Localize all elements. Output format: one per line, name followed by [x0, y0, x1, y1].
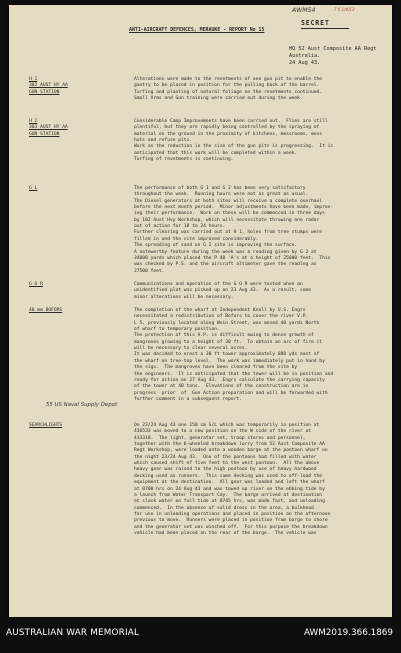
section-text-line: minor alterations will be necessary. — [134, 294, 234, 300]
section-label: H 2 — [29, 119, 38, 124]
section-text-line: ready for action on 27 Aug 43. Engrs calculate the carrying capacity — [134, 377, 325, 383]
section-label: 40 mm BOFORS — [29, 308, 63, 313]
section-text-line: A noteworthy feature during the week was a reading given by G 2 at — [134, 249, 317, 255]
section-text-line: equipment at the destination. All gear was loaded and left the wharf — [134, 480, 325, 486]
section-text-line: previous to move. Runners were placed in position from barge to shore — [134, 518, 328, 524]
section-text-line: Alterations were made to the revetments of one gun pit to enable the — [134, 77, 323, 82]
section-text-line: vehicle had been placed on the rear of the barge. The vehicle was — [134, 530, 317, 536]
section-text-line: Work on the reduction in the size of the gun pits is progressing. It is — [134, 144, 334, 150]
section-label: GUN STATION — [29, 89, 60, 95]
section-text-line: out of action for 18 to 24 hours. — [134, 224, 226, 230]
section-text-line: the wharf on tree-top level. The work was immediately put in hand by — [134, 358, 325, 364]
section-text-line: heavy gear was raised to the high pontoon by use of heavy hardwood — [134, 467, 317, 473]
report-title: ANTI-AIRCRAFT DEFENCES, MERAUKE - REPORT No 15 — [129, 27, 265, 33]
section-text-line: the night 23/24 Aug 43. One of the pontoons had filled with water — [134, 454, 317, 460]
section-text-line: at 0700 hrs on 24 Aug 43 and was towed up river on the ebbing tide by — [134, 486, 325, 492]
section-text-line: decking used as runners. This same decking was used to off-load the — [134, 473, 323, 479]
section-label: SEARCHLIGHTS — [29, 423, 63, 428]
section-text-line: by 102 Aust Hvy Workshop, which will necessitate throwing one radar — [134, 217, 320, 223]
section-label: 383 AUST HY AA — [29, 125, 68, 131]
section-label: GUN STATION — [29, 131, 60, 137]
section-text-line: plentiful, but they are rapidly being controlled by the spraying of — [134, 125, 320, 131]
section-text-line: the sigs. The mangroves have been cleared from the site by — [134, 365, 298, 371]
section-label: 382 AUST HY AA — [29, 83, 68, 89]
section-text-line: filled in and the site improved considerably. — [134, 236, 259, 242]
section-text-line: together with the 6-wheeled breakdown lorry from 52 Aust Composite AA — [134, 442, 325, 448]
section-text-line: Further clearing was carried out at H 1, holes from tree stumps were — [134, 230, 323, 236]
section-text-line: Considerable Camp Improvements have been carried out. Flies are still — [134, 119, 328, 124]
section-text-line: The performance of both G 1 and G 2 has been very satisfactory — [134, 186, 306, 191]
section-text-line: huts and refuse pits. — [134, 138, 193, 144]
section-text-line: before the next month period. Minor adjustments have been made, improv- — [134, 205, 334, 211]
section-text-line: progress prior of Gun Action preparation and will be forwarded with — [134, 390, 328, 396]
archive-footer — [0, 618, 401, 653]
archive-reference: AWM2019.366.1869 — [304, 628, 393, 638]
section-text-line: anticipated that this work will be completed within a week. — [134, 150, 298, 156]
hq-line-2: Australia. — [289, 53, 321, 59]
section-text-line: unidentified plot was picked up on 23 Aug 43. As a result, some — [134, 288, 312, 294]
section-text-line: 413318. The light, generator set, troop stores and personnel, — [134, 435, 306, 441]
section-text-line: will be necessary to clear several acres. — [134, 346, 248, 352]
section-text-line: necessitated a redistribution of Bofors to cover the river V.P. — [134, 314, 309, 320]
section-text-line: which caused shift of five feet to the west pontoon. All the above — [134, 461, 320, 467]
section-text-line: The Diesel generators at both sites will receive a complete overhaul — [134, 198, 323, 204]
section-text-line: The protection of this V.P. is difficult owing to dense growth of — [134, 333, 314, 339]
handwritten-margin-note: 55 US Naval Supply Depot — [46, 402, 118, 408]
section-text-line: gantry to be placed in position for the pulling back of the barrel. — [134, 83, 320, 89]
section-text-line: and the generator set was winched off. For this purpose the breakdown — [134, 524, 328, 530]
section-text-line: The completion of the wharf at Independent Knoll by U.S. Engrs — [134, 308, 306, 313]
section-text-line: 34000 yards which placed the P 40 'A's at a height of 25000 feet. This — [134, 255, 331, 261]
section-text-line: Small Arms and Gun training were carried out during the week. — [134, 96, 303, 102]
section-text-line: for use in unloading operations and placed in position on the afternoon — [134, 511, 331, 517]
security-classification: SECRET — [301, 19, 349, 29]
section-text-line: mangroves growing to a height of 30 ft. To obtain an arc of fire it — [134, 339, 323, 345]
section-text-line: Turfing and planting of natural foliage on the revetments continued. — [134, 89, 323, 95]
section-text-line: material on the ground in the proximity of kitchens, messrooms, mess — [134, 131, 323, 137]
section-text-line: throughout the week. Running hours were not as great as usual. — [134, 192, 309, 198]
section-text-line: ing their performance. Work on these will be commenced in three days — [134, 211, 325, 217]
section-text-line: 27500 feet. — [134, 268, 165, 274]
handwritten-stamp: AWM54 — [292, 7, 316, 14]
section-text-line: of the tower at 40 tons. Elevations of the construction are in — [134, 384, 309, 390]
hq-line-1: HQ 52 Aust Composite AA Regt — [289, 46, 377, 52]
section-text-line: Communications and operation of the G O R were tested when an — [134, 282, 303, 287]
section-text-line: the engineers. It is anticipated that the tower will be in position and — [134, 371, 334, 377]
document-page — [9, 5, 392, 617]
section-text-line: 436533 was moved to a new position on the W side of the river at — [134, 429, 312, 435]
section-text-line: L 5, previously located along Wein Street, was moved 40 yards North — [134, 320, 320, 326]
section-text-line: The spreading of sand on G 2 site is improving the surface. — [134, 243, 298, 249]
section-text-line: Regt Workshop, were loaded onto a wooden barge at the pontoon wharf on — [134, 448, 328, 454]
hq-line-3: 24 Aug 43. — [289, 60, 321, 66]
section-text-line: Turfing of revetments is continuing. — [134, 157, 234, 163]
section-text-line: of wharf to temporary position. — [134, 327, 220, 333]
red-reference-mark: 7 6 1/4/13 — [334, 7, 355, 12]
section-text-line: It was decided to erect a 30 ft tower approximately 800 yds east of — [134, 352, 320, 358]
section-text-line: further comment in a subsequent report. — [134, 396, 242, 402]
section-text-line: commenced. In the absence of solid dress in the area, a bulkhead — [134, 505, 314, 511]
section-label: H 1 — [29, 77, 38, 82]
institution-name: AUSTRALIAN WAR MEMORIAL — [6, 628, 140, 638]
section-text-line: at slack water on full tide at 0745 hrs, was made fast, and unloading — [134, 499, 325, 505]
section-text-line: a launch from Water Transport Coy. The barge arrived at destination — [134, 492, 323, 498]
section-text-line: was checked by P.S. and the aircraft altimeter gave the reading as — [134, 262, 317, 268]
section-label: G O R — [29, 282, 43, 287]
section-text-line: On 23/24 Aug 43 one 150 cm S/L which was temporarily in position at — [134, 423, 320, 428]
section-label: G L — [29, 186, 38, 191]
